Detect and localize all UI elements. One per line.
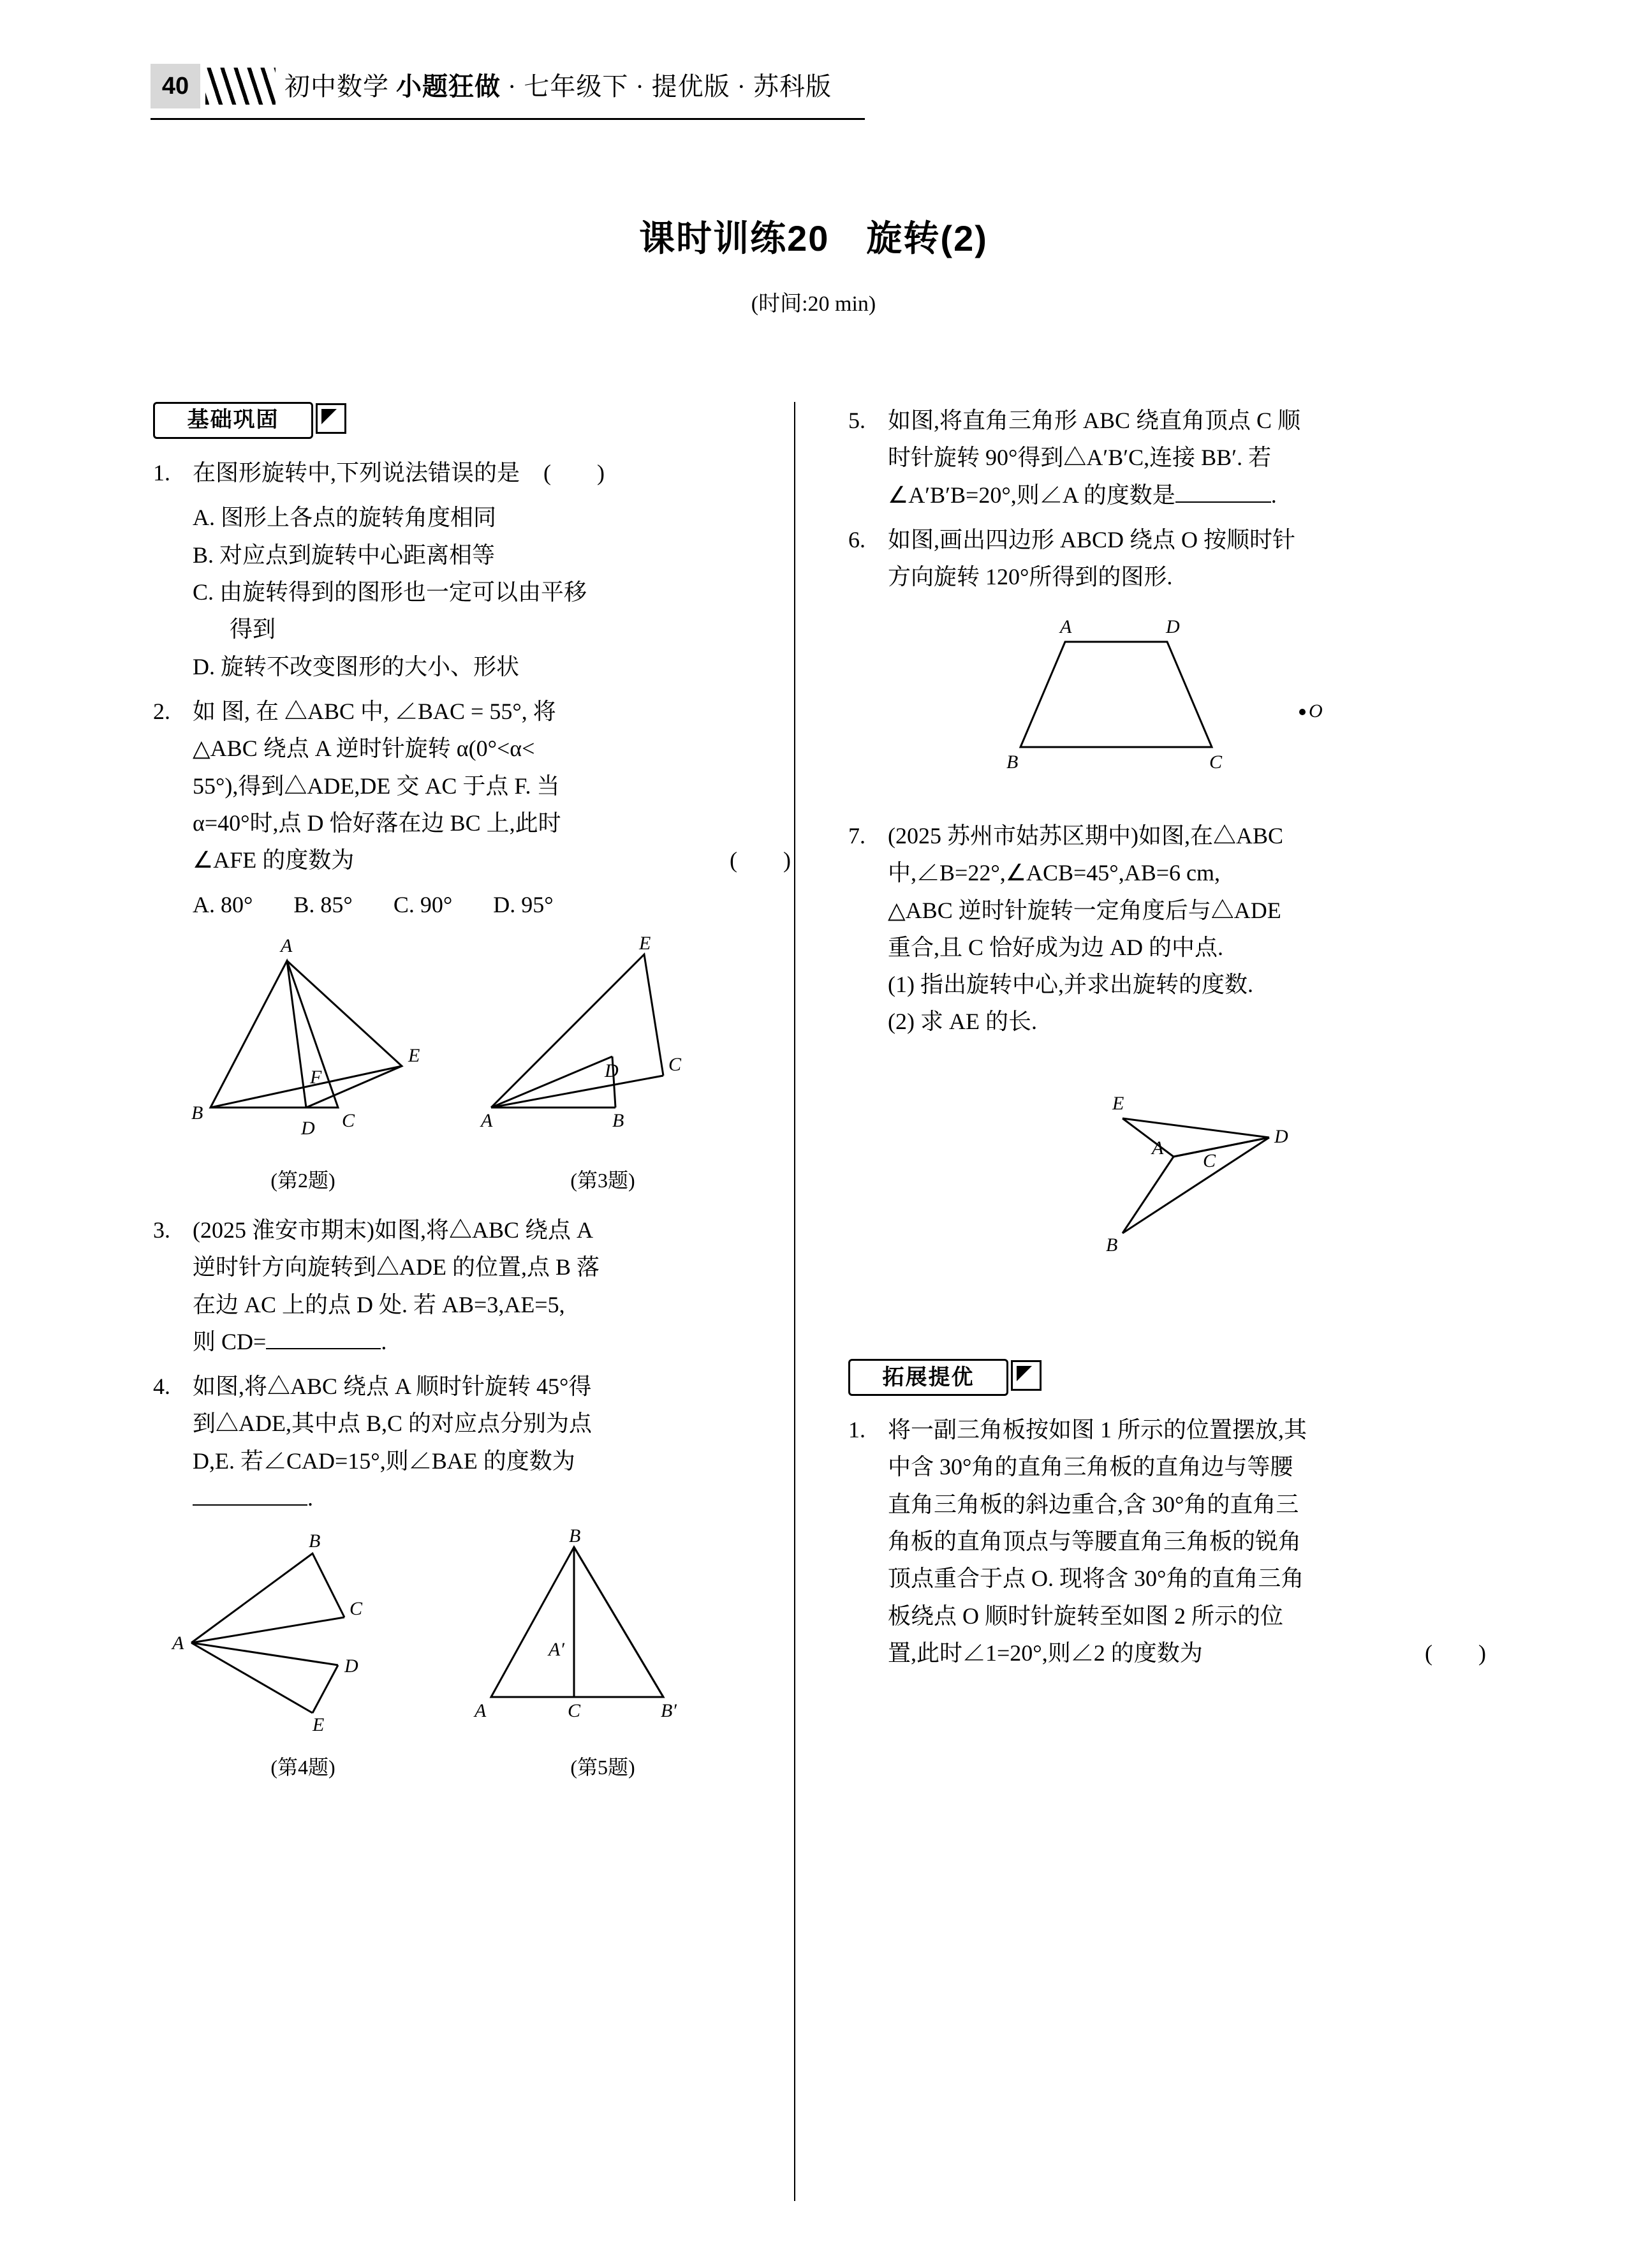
question-1-option-c-cont: 得到 [230, 616, 276, 642]
svg-text:B: B [191, 1102, 203, 1123]
svg-text:E: E [408, 1044, 420, 1066]
question-3-line-4-end: . [381, 1328, 387, 1354]
page-number: 40 [151, 64, 200, 108]
question-1-option-b: B. 对应点到旋转中心距离相等 [193, 542, 496, 568]
question-7-line-2: 中,∠B=22°,∠ACB=45°,AB=6 cm, [888, 860, 1220, 886]
header-suffix: · 七年级下 · 提优版 · 苏科版 [501, 72, 832, 101]
figure-2-caption: (第2题) [270, 1169, 335, 1192]
header-brand: 小题狂做 [396, 73, 501, 101]
section-badge-extend-label: 拓展提优 [882, 1365, 975, 1390]
question-4-line-1: 如图,将△ABC 绕点 A 顺时针旋转 45°得 [193, 1374, 592, 1400]
flag-icon [316, 403, 346, 434]
question-1 [153, 454, 791, 491]
question-3-line-2: 逆时针方向旋转到△ADE 的位置,点 B 落 [193, 1254, 600, 1280]
extend-question-1-line-1: 将一副三角板按如图 1 所示的位置摆放,其 [888, 1417, 1307, 1443]
figure-question-7 [848, 1048, 1486, 1270]
svg-text:D: D [301, 1117, 315, 1139]
question-2-option-c: C. 90° [393, 892, 453, 918]
question-6-number: 6. [848, 526, 865, 552]
question-5-number: 5. [848, 408, 865, 433]
question-5-line-1: 如图,将直角三角形 ABC 绕直角顶点 C 顺 [888, 408, 1301, 433]
svg-text:B: B [1006, 751, 1019, 773]
svg-text:C: C [350, 1598, 363, 1620]
svg-text:E: E [639, 935, 651, 954]
figure-5-caption: (第5题) [570, 1755, 635, 1779]
extend-question-1-line-2: 中含 30°角的直角三角板的直角边与等腰 [888, 1454, 1293, 1480]
svg-text:B: B [1106, 1234, 1118, 1256]
question-6-line-1: 如图,画出四边形 ABCD 绕点 O 按顺时针 [888, 526, 1296, 552]
question-4 [153, 1368, 791, 1516]
svg-text:D: D [344, 1656, 358, 1677]
svg-text:D: D [605, 1060, 619, 1081]
svg-text:C: C [568, 1700, 581, 1722]
figure-3-caption: (第3题) [570, 1169, 635, 1192]
flag-icon [1011, 1360, 1042, 1391]
svg-text:O: O [1309, 700, 1323, 722]
figure-question-5 [453, 1528, 753, 1784]
question-5-line-2: 时针旋转 90°得到△A′B′C,连接 BB′. 若 [888, 445, 1272, 471]
question-1-option-d: D. 旋转不改变图形的大小、形状 [193, 653, 519, 679]
question-6-line-2: 方向旋转 120°所得到的图形. [888, 564, 1173, 590]
question-7-sub-2: (2) 求 AE 的长. [888, 1009, 1037, 1035]
extend-question-1 [848, 1411, 1486, 1671]
question-4-number: 4. [153, 1374, 170, 1400]
question-1-stem: 在图形旋转中,下列说法错误的是 [193, 460, 520, 485]
header-rule [151, 118, 865, 120]
left-column [153, 402, 791, 1784]
question-7-sub-1: (1) 指出旋转中心,并求出旋转的度数. [888, 972, 1253, 998]
question-4-line-3: D,E. 若∠CAD=15°,则∠BAE 的度数为 [193, 1448, 575, 1474]
question-3-line-4: 则 CD= [193, 1328, 267, 1354]
question-2-options [193, 886, 791, 923]
question-2-option-d: D. 95° [493, 892, 554, 918]
svg-text:B′: B′ [661, 1700, 677, 1722]
question-1-option-c: C. 由旋转得到的图形也一定可以由平移 [193, 579, 587, 605]
question-2-option-b: B. 85° [293, 892, 353, 918]
question-2-line-5: ∠AFE 的度数为 [193, 847, 355, 873]
question-3-answer-blank[interactable] [266, 1348, 381, 1349]
svg-text:E: E [313, 1714, 325, 1736]
svg-text:C: C [668, 1053, 682, 1075]
header-hatch-decoration [205, 68, 276, 105]
question-5-line-3: ∠A′B′B=20°,则∠A 的度数是 [888, 482, 1175, 508]
page-header [151, 64, 865, 110]
question-6 [848, 521, 1486, 596]
question-7-line-4: 重合,且 C 恰好成为边 AD 的中点. [888, 934, 1224, 960]
svg-text:A: A [1060, 616, 1072, 637]
question-2 [153, 693, 791, 879]
svg-text:C: C [1209, 751, 1223, 773]
question-2-line-4: α=40°时,点 D 恰好落在边 BC 上,此时 [193, 810, 561, 836]
question-2-answer-paren: ( ) [730, 847, 791, 873]
section-badge-basic [153, 402, 791, 440]
question-2-number: 2. [153, 698, 170, 724]
extend-question-1-number: 1. [848, 1417, 865, 1443]
svg-text:A: A [172, 1633, 184, 1654]
question-2-line-3: 55°),得到△ADE,DE 交 AC 于点 F. 当 [193, 773, 560, 799]
figure-question-2 [153, 935, 453, 1197]
figure-4-caption: (第4题) [270, 1755, 335, 1779]
svg-text:B: B [612, 1109, 624, 1131]
question-7-number: 7. [848, 822, 865, 849]
question-4-line-2: 到△ADE,其中点 B,C 的对应点分别为点 [193, 1411, 593, 1437]
extend-question-1-line-6: 板绕点 O 顺时针旋转至如图 2 所示的位 [888, 1603, 1283, 1629]
column-divider [794, 402, 795, 2201]
extend-question-1-line-5: 顶点重合于点 O. 现将含 30°角的直角三角 [888, 1566, 1304, 1592]
svg-text:A: A [481, 1109, 493, 1131]
question-4-line-4-end: . [307, 1485, 313, 1511]
question-5-line-3-end: . [1270, 482, 1277, 508]
section-badge-basic-label: 基础巩固 [187, 408, 279, 433]
question-1-number: 1. [153, 460, 170, 485]
question-2-line-1: 如 图, 在 △ABC 中, ∠BAC = 55°, 将 [193, 698, 556, 724]
page-subtitle: (时间:20 min) [751, 292, 876, 316]
figure-question-3 [453, 935, 753, 1197]
question-7-line-1: (2025 苏州市姑苏区期中)如图,在△ABC [888, 822, 1283, 849]
svg-text:A: A [1152, 1137, 1164, 1159]
question-5 [848, 402, 1486, 514]
svg-text:F: F [310, 1066, 322, 1088]
figure-question-4 [153, 1528, 453, 1784]
question-3-line-1: (2025 淮安市期末)如图,将△ABC 绕点 A [193, 1217, 593, 1243]
extend-question-1-line-4: 角板的直角顶点与等腰直角三角板的锐角 [888, 1529, 1302, 1554]
right-column [848, 402, 1486, 1679]
svg-text:B: B [569, 1528, 581, 1547]
figure-question-6 [848, 604, 1486, 806]
question-1-answer-paren: ( ) [543, 460, 605, 485]
svg-text:D: D [1274, 1125, 1288, 1147]
svg-text:B: B [309, 1531, 321, 1552]
extend-question-1-line-3: 直角三角板的斜边重合,含 30°角的直角三 [888, 1491, 1299, 1517]
question-3 [153, 1212, 791, 1360]
question-3-number: 3. [153, 1217, 170, 1243]
svg-text:A′: A′ [548, 1639, 564, 1661]
header-prefix: 初中数学 [284, 72, 396, 101]
svg-text:A: A [281, 935, 293, 956]
section-badge-extend [848, 1359, 1486, 1397]
svg-text:C: C [342, 1109, 355, 1131]
svg-text:E: E [1112, 1092, 1124, 1114]
question-5-answer-blank[interactable] [1175, 501, 1271, 503]
header-title [284, 66, 832, 103]
extend-question-1-answer-paren: ( ) [1425, 1640, 1486, 1666]
svg-text:A: A [475, 1700, 487, 1722]
question-2-line-2: △ABC 绕点 A 逆时针旋转 α(0°<α< [193, 736, 535, 762]
question-3-line-3: 在边 AC 上的点 D 处. 若 AB=3,AE=5, [193, 1291, 565, 1317]
question-4-answer-blank[interactable] [193, 1504, 307, 1506]
svg-text:C: C [1203, 1150, 1216, 1171]
svg-text:D: D [1166, 616, 1180, 637]
question-1-option-a: A. 图形上各点的旋转角度相同 [193, 505, 496, 531]
question-7-line-3: △ABC 逆时针旋转一定角度后与△ADE [888, 897, 1281, 923]
question-2-option-a: A. 80° [193, 892, 253, 918]
page-title: 课时训练20 旋转(2) [639, 218, 988, 258]
question-7 [848, 817, 1486, 1041]
extend-question-1-line-7: 置,此时∠1=20°,则∠2 的度数为 [888, 1640, 1203, 1666]
